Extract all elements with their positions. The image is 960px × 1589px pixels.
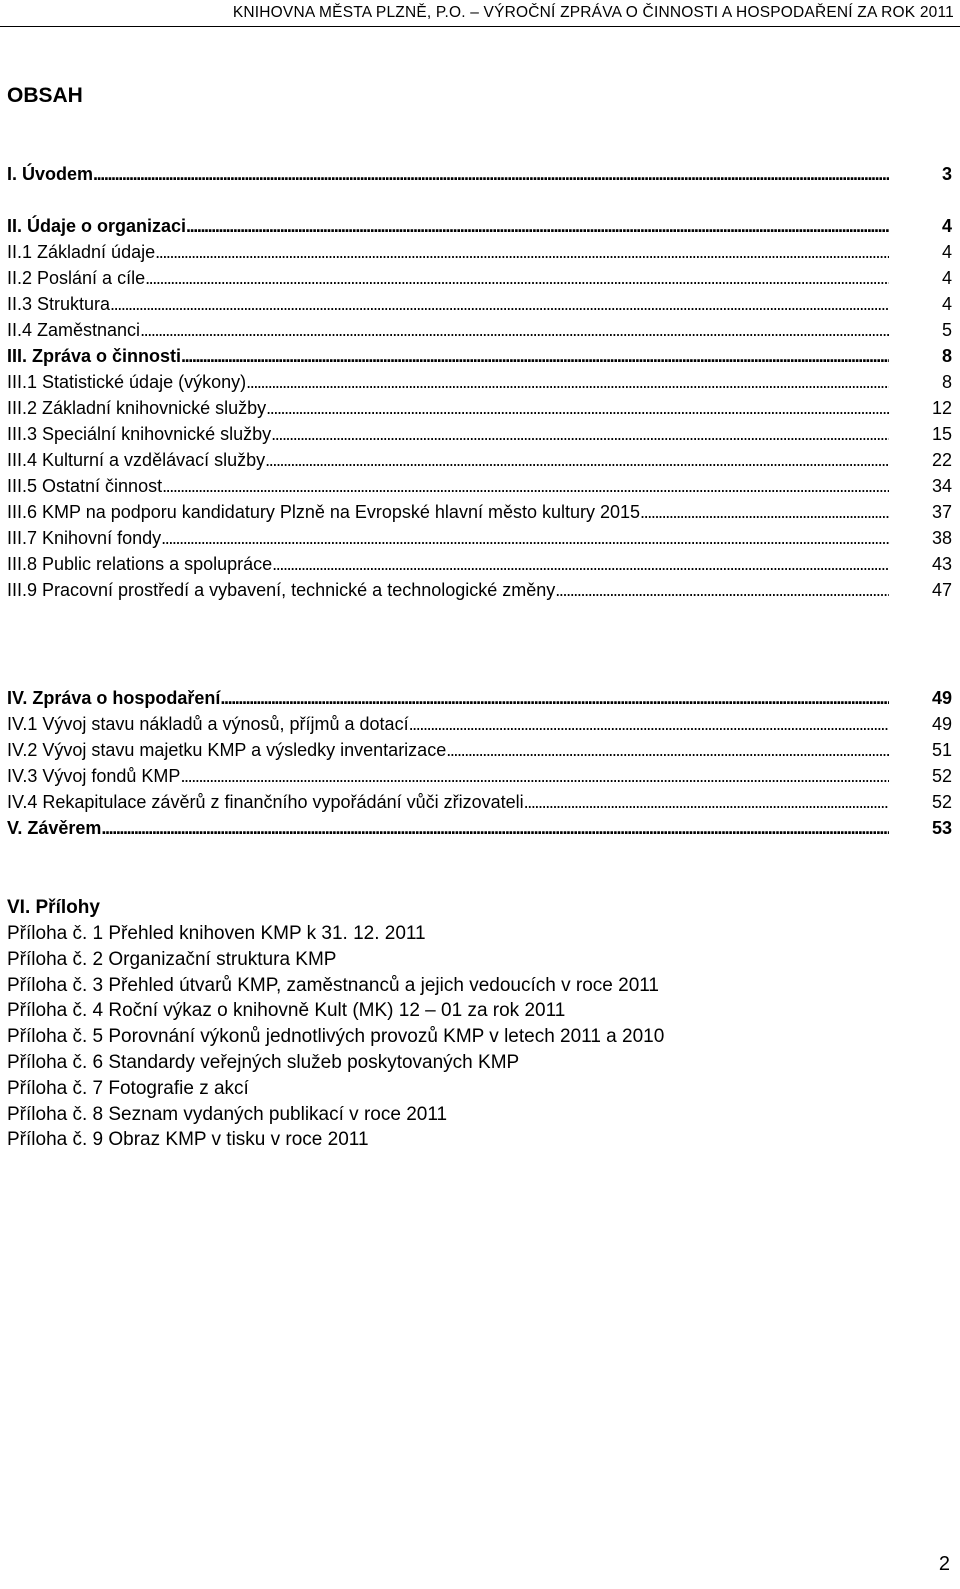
appendix-item: Příloha č. 1 Přehled knihoven KMP k 31. 12. 2011 bbox=[7, 923, 426, 944]
running-header: KNIHOVNA MĚSTA PLZNĚ, P.O. – VÝROČNÍ ZPRÁVA O ČINNOSTI A HOSPODAŘENÍ ZA ROK 2011 bbox=[232, 4, 954, 21]
toc-entry[interactable] bbox=[7, 419, 952, 445]
toc-leader-dots bbox=[265, 449, 889, 471]
toc-leader-dots bbox=[180, 765, 889, 787]
toc-leader-dots bbox=[155, 241, 889, 263]
toc-leader-dots bbox=[110, 293, 889, 315]
appendix-item: Příloha č. 3 Přehled útvarů KMP, zaměstnanců a jejich vedoucích v roce 2011 bbox=[7, 974, 659, 996]
appendix-items bbox=[7, 921, 664, 1153]
toc-entry[interactable] bbox=[7, 263, 952, 289]
toc-entry[interactable] bbox=[7, 471, 952, 497]
toc-leader-dots bbox=[555, 579, 889, 601]
toc-entry-label: III.8 Public relations a spolupráce bbox=[7, 554, 273, 574]
toc-leader-dots bbox=[524, 791, 889, 813]
toc-leader-dots bbox=[220, 687, 889, 709]
toc-entry[interactable] bbox=[7, 813, 952, 839]
appendix-item: Příloha č. 4 Roční výkaz o knihovně Kult (MK) 12 – 01 za rok 2011 bbox=[7, 1000, 566, 1022]
toc-leader-dots bbox=[266, 397, 889, 419]
toc-entry-page: 53 bbox=[931, 818, 952, 838]
toc-leader-dots bbox=[181, 345, 889, 367]
toc-entry-page: 8 bbox=[941, 372, 952, 392]
appendix-item: Příloha č. 8 Seznam vydaných publikací v roce 2011 bbox=[7, 1103, 448, 1125]
toc-entry-label: III. Zpráva o činnosti bbox=[7, 346, 182, 366]
appendix-item: Příloha č. 5 Porovnání výkonů jednotlivých provozů KMP v letech 2011 a 2010 bbox=[7, 1026, 665, 1048]
toc-entry-label: II.4 Zaměstnanci bbox=[7, 320, 141, 340]
toc-entry[interactable] bbox=[7, 159, 952, 185]
toc-entry-label: IV. Zpráva o hospodaření bbox=[7, 688, 221, 708]
toc-entry-page: 52 bbox=[931, 766, 952, 786]
toc-entry-label: IV.1 Vývoj stavu nákladů a výnosů, příjmů a dotací bbox=[7, 714, 409, 734]
toc-entry-page: 4 bbox=[941, 294, 952, 314]
toc-entry-label: III.3 Speciální knihovnické služby bbox=[7, 424, 272, 444]
toc-leader-dots bbox=[446, 739, 889, 761]
toc-entry-page: 34 bbox=[931, 476, 952, 496]
toc-entry[interactable] bbox=[7, 735, 952, 761]
toc-entry-label: IV.4 Rekapitulace závěrů z finančního vypořádání vůči zřizovateli bbox=[7, 792, 524, 812]
toc-leader-dots bbox=[140, 319, 889, 341]
toc-entry-page: 8 bbox=[941, 346, 952, 366]
toc-entry-label: III.1 Statistické údaje (výkony) bbox=[7, 372, 247, 392]
toc-section-activity bbox=[7, 341, 952, 601]
toc-entry-label: III.2 Základní knihovnické služby bbox=[7, 398, 267, 418]
toc-entry-page: 15 bbox=[931, 424, 952, 444]
toc-entry-label: II. Údaje o organizaci bbox=[7, 216, 187, 236]
toc-title: OBSAH bbox=[7, 84, 83, 107]
header-rule bbox=[0, 26, 960, 27]
toc-entry-label: II.3 Struktura bbox=[7, 294, 111, 314]
toc-leader-dots bbox=[161, 527, 889, 549]
appendix-item: Příloha č. 2 Organizační struktura KMP bbox=[7, 948, 337, 970]
toc-entry-label: II.1 Základní údaje bbox=[7, 242, 156, 262]
appendix-item: Příloha č. 9 Obraz KMP v tisku v roce 2011 bbox=[7, 1129, 369, 1151]
toc-entry[interactable] bbox=[7, 761, 952, 787]
toc-entry-page: 5 bbox=[941, 320, 952, 340]
toc-entry-page: 52 bbox=[931, 792, 952, 812]
toc-entry[interactable] bbox=[7, 237, 952, 263]
toc-leader-dots bbox=[162, 475, 889, 497]
toc-entry[interactable] bbox=[7, 315, 952, 341]
toc-entry-label: I. Úvodem bbox=[7, 164, 94, 184]
toc-entry-page: 51 bbox=[931, 740, 952, 760]
toc-section-organization bbox=[7, 211, 952, 341]
toc-leader-dots bbox=[640, 501, 889, 523]
toc-entry-label: II.2 Poslání a cíle bbox=[7, 268, 146, 288]
toc-leader-dots bbox=[145, 267, 889, 289]
toc-leader-dots bbox=[186, 215, 889, 237]
toc-entry-page: 49 bbox=[931, 714, 952, 734]
toc-entry-page: 22 bbox=[931, 450, 952, 470]
toc-entry-label: III.5 Ostatní činnost bbox=[7, 476, 163, 496]
page-number: 2 bbox=[938, 1553, 950, 1575]
toc-entry[interactable] bbox=[7, 683, 952, 709]
toc-entry[interactable] bbox=[7, 393, 952, 419]
toc-entry-label: III.7 Knihovní fondy bbox=[7, 528, 162, 548]
toc-leader-dots bbox=[271, 423, 889, 445]
toc-entry-label: IV.3 Vývoj fondů KMP bbox=[7, 766, 181, 786]
appendix-item: Příloha č. 7 Fotografie z akcí bbox=[7, 1077, 249, 1099]
toc-entry[interactable] bbox=[7, 787, 952, 813]
appendix-list bbox=[7, 895, 664, 1153]
toc-section-finance bbox=[7, 683, 952, 813]
toc-section-conclusion bbox=[7, 813, 952, 839]
toc-entry[interactable] bbox=[7, 523, 952, 549]
toc-entry[interactable] bbox=[7, 367, 952, 393]
toc-entry-label: III.9 Pracovní prostředí a vybavení, technické a technologické změny bbox=[7, 580, 556, 600]
toc-entry-label: III.6 KMP na podporu kandidatury Plzně na Evropské hlavní město kultury 2015 bbox=[7, 502, 641, 522]
toc-entry-page: 49 bbox=[931, 688, 952, 708]
toc-leader-dots bbox=[272, 553, 889, 575]
toc-leader-dots bbox=[93, 163, 889, 185]
toc-entry[interactable] bbox=[7, 497, 952, 523]
toc-entry[interactable] bbox=[7, 575, 952, 601]
toc-entry[interactable] bbox=[7, 341, 952, 367]
toc-leader-dots bbox=[409, 713, 889, 735]
toc-entry-page: 47 bbox=[931, 580, 952, 600]
toc-entry[interactable] bbox=[7, 445, 952, 471]
toc-entry[interactable] bbox=[7, 549, 952, 575]
toc-leader-dots bbox=[246, 371, 889, 393]
toc-entry-label: III.4 Kulturní a vzdělávací služby bbox=[7, 450, 266, 470]
toc-entry-page: 4 bbox=[941, 216, 952, 236]
toc-entry[interactable] bbox=[7, 289, 952, 315]
toc-section-intro bbox=[7, 159, 952, 185]
toc-entry-label: IV.2 Vývoj stavu majetku KMP a výsledky inventarizace bbox=[7, 740, 447, 760]
toc-entry[interactable] bbox=[7, 211, 952, 237]
appendix-item: Příloha č. 6 Standardy veřejných služeb poskytovaných KMP bbox=[7, 1051, 520, 1073]
toc-entry-page: 37 bbox=[931, 502, 952, 522]
toc-entry-page: 12 bbox=[931, 398, 952, 418]
toc-entry-page: 38 bbox=[931, 528, 952, 548]
appendix-title: VI. Přílohy bbox=[7, 897, 100, 918]
toc-entry-label: V. Závěrem bbox=[7, 818, 102, 838]
toc-entry-page: 43 bbox=[931, 554, 952, 574]
toc-entry-page: 3 bbox=[941, 164, 952, 184]
toc-leader-dots bbox=[101, 817, 889, 839]
toc-entry-page: 4 bbox=[941, 268, 952, 288]
toc-entry[interactable] bbox=[7, 709, 952, 735]
toc-entry-page: 4 bbox=[941, 242, 952, 262]
